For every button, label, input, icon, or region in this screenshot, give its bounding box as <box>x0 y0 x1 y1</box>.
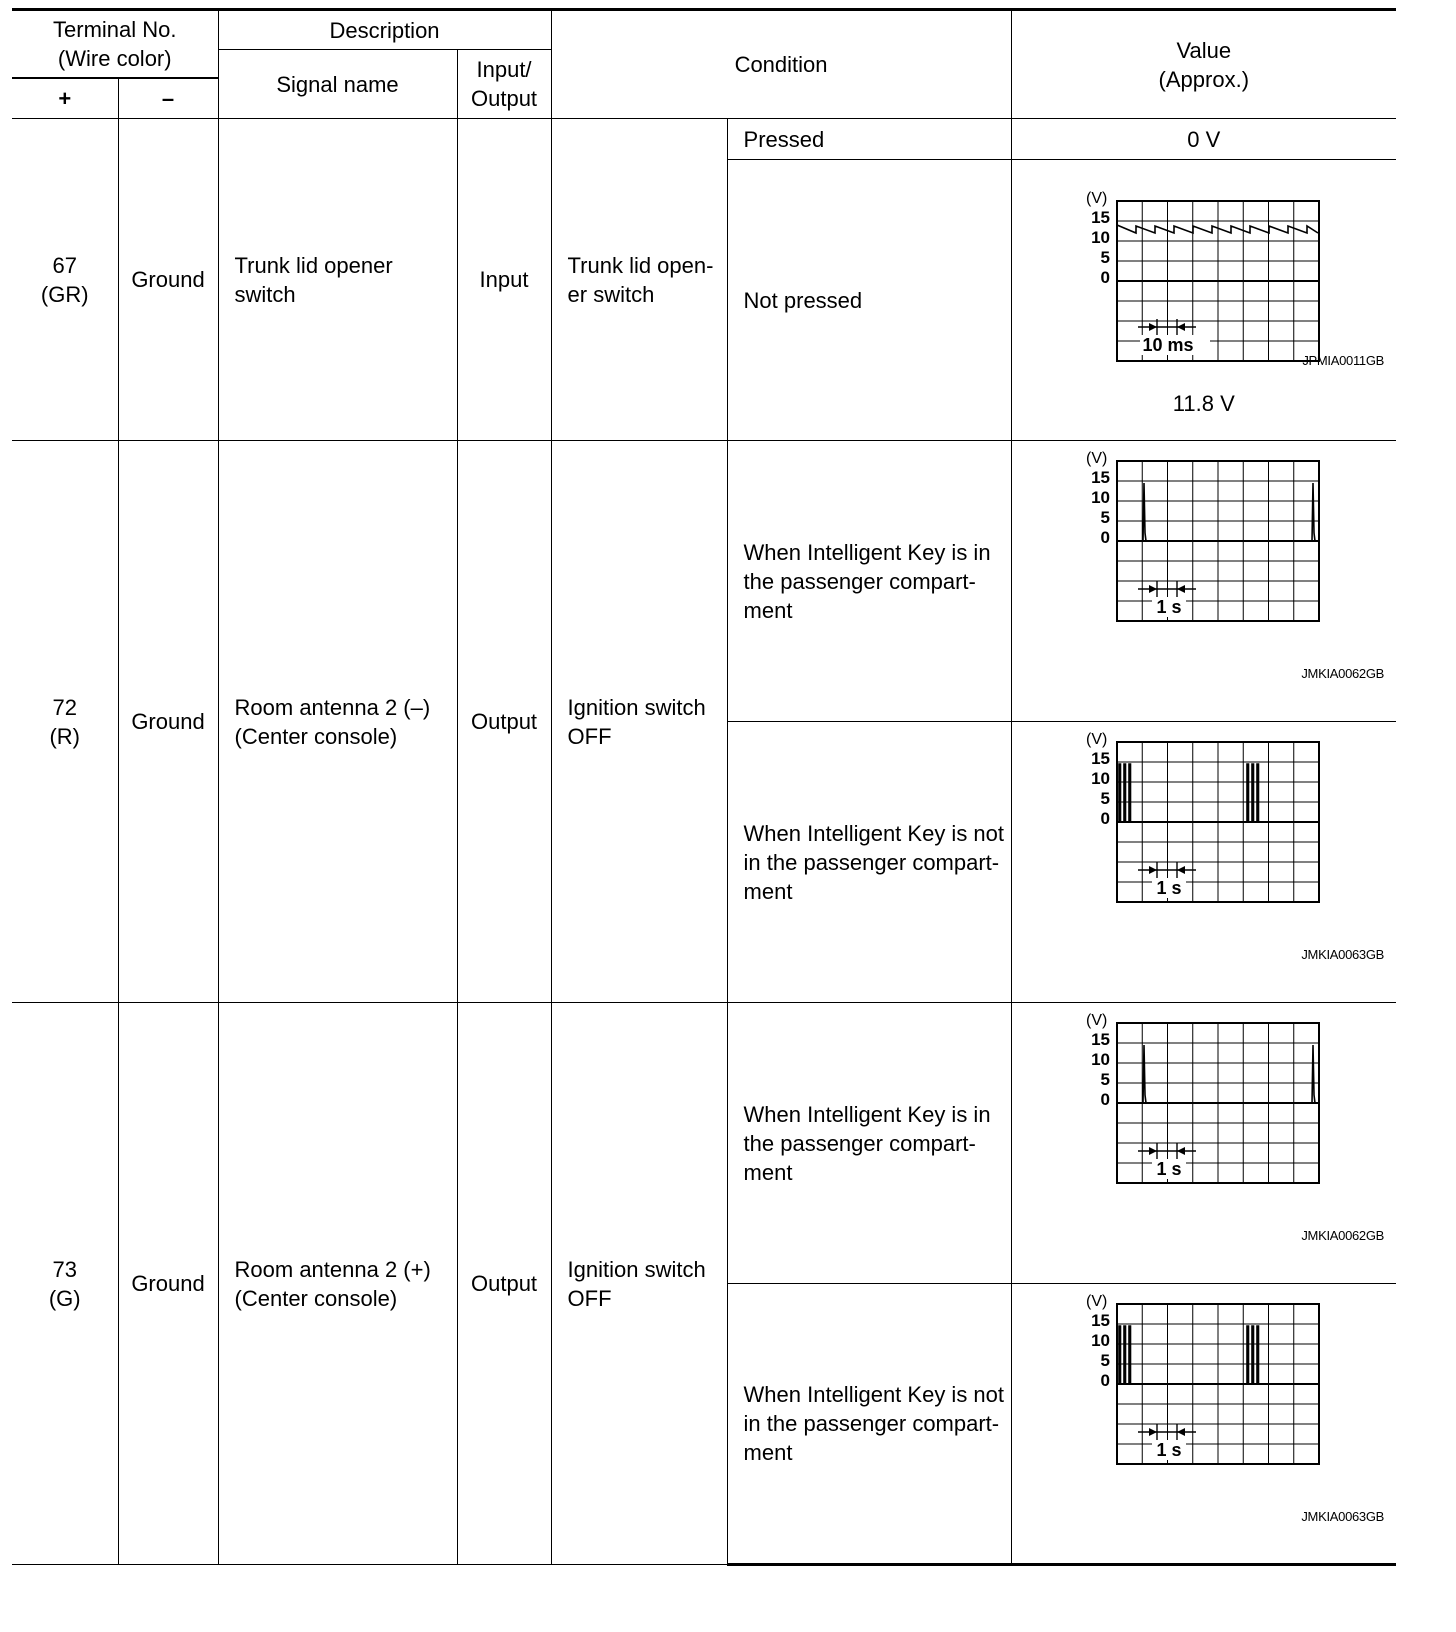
subcondition-line: ment <box>743 597 793 623</box>
single-pulse-waveform <box>1086 447 1322 629</box>
waveform-unit: (V) <box>1085 1293 1108 1310</box>
minus-cell: Ground <box>118 441 218 1003</box>
terminal-spec-table <box>12 8 1396 1566</box>
subcondition-line: When Intelligent Key is in <box>743 539 991 565</box>
figure-code: JMKIA0063GB <box>1301 947 1385 962</box>
subcondition-line: the passenger compart- <box>743 1130 976 1156</box>
pulse-trace <box>1127 483 1315 541</box>
terminal-cell <box>12 1003 118 1565</box>
burst-trace <box>1117 1326 1262 1384</box>
waveform-unit: (V) <box>1085 1012 1108 1029</box>
burst-trace <box>1117 764 1262 822</box>
input-label: Input/ <box>476 57 532 82</box>
waveform-grid <box>1117 1023 1319 1183</box>
table-row <box>12 119 1396 160</box>
ytick-label: 10 <box>1090 1050 1110 1069</box>
wire-color: (GR) <box>40 281 89 307</box>
condition-line: Ignition switch <box>567 694 706 720</box>
ytick-label: 0 <box>1100 1371 1110 1390</box>
signal-name-line: Room antenna 2 (+) <box>234 1256 431 1282</box>
ytick-label: 5 <box>1100 1351 1110 1370</box>
condition-line: OFF <box>567 1285 612 1311</box>
subcondition-line: ment <box>743 1440 793 1465</box>
plus-header: + <box>12 78 118 119</box>
terminal-cell <box>12 441 118 1003</box>
waveform-unit: (V) <box>1085 450 1108 467</box>
figure-code: JPMIA0011GB <box>1302 353 1385 368</box>
signal-name-line: (Center console) <box>234 1285 398 1311</box>
header-row-1 <box>12 10 1396 50</box>
waveform-graph <box>1086 1290 1322 1472</box>
ytick-label: 10 <box>1090 488 1110 507</box>
subcondition-cell <box>727 722 1011 1003</box>
ytick-label: 0 <box>1100 809 1110 828</box>
value-cell <box>1011 441 1396 722</box>
subcondition-line: the passenger compart- <box>743 568 976 594</box>
signal-name-cell <box>218 441 457 1003</box>
terminal-number: 72 <box>52 694 77 720</box>
waveform-grid <box>1117 742 1319 902</box>
value-cell <box>1011 722 1396 1003</box>
waveform-graph <box>1086 447 1322 629</box>
signal-name-line: Trunk lid opener <box>234 252 393 278</box>
condition-line: Trunk lid open- <box>567 252 714 278</box>
condition-header: Condition <box>551 10 1011 119</box>
subcondition-cell <box>727 1003 1011 1284</box>
value-header <box>1011 10 1396 119</box>
condition-line: Ignition switch <box>567 1256 706 1282</box>
table-row <box>12 1003 1396 1284</box>
subcondition-line: in the passenger compart- <box>743 849 1000 875</box>
waveform-grid <box>1117 461 1319 621</box>
scale-label: 1 s <box>1156 878 1182 898</box>
terminal-no-label: Terminal No. <box>53 16 177 42</box>
value-cell <box>1011 1284 1396 1565</box>
scale-label: 10 ms <box>1142 334 1194 355</box>
subcondition-cell: Not pressed <box>727 160 1011 441</box>
figure-code: JMKIA0063GB <box>1301 1509 1385 1524</box>
terminal-number: 67 <box>52 252 77 278</box>
signal-name-cell <box>218 1003 457 1565</box>
value-text: 11.8 V <box>1172 390 1235 416</box>
ytick-label: 10 <box>1090 769 1110 788</box>
single-pulse-waveform <box>1086 1009 1322 1191</box>
ytick-label: 5 <box>1100 508 1110 527</box>
burst-pulse-waveform <box>1086 1290 1322 1472</box>
ytick-label: 5 <box>1100 1070 1110 1089</box>
ytick-label: 15 <box>1090 749 1110 768</box>
subcondition-line: ment <box>743 878 793 904</box>
signal-name-line: (Center console) <box>234 723 398 749</box>
value-cell: 0 V <box>1011 119 1396 160</box>
figure-code: JMKIA0062GB <box>1301 666 1385 681</box>
subcondition-line: in the passenger compart- <box>743 1411 1000 1436</box>
description-header: Description <box>218 10 551 50</box>
wire-color: (R) <box>49 723 81 749</box>
wire-color: (G) <box>48 1285 81 1311</box>
input-output-header <box>457 50 551 119</box>
ytick-label: 15 <box>1090 468 1110 487</box>
terminal-cell <box>12 119 118 441</box>
subcondition-cell <box>727 441 1011 722</box>
waveform-grid <box>1117 1304 1319 1464</box>
subcondition-line: When Intelligent Key is not <box>743 1382 1005 1407</box>
ytick-label: 15 <box>1090 1030 1110 1049</box>
value-cell <box>1011 1003 1396 1284</box>
burst-pulse-waveform <box>1086 728 1322 910</box>
terminal-no-header <box>12 10 218 78</box>
scale-bar <box>1138 319 1210 355</box>
waveform-graph <box>1086 187 1322 369</box>
condition-line: er switch <box>567 281 655 307</box>
table-row <box>12 441 1396 722</box>
waveform-unit: (V) <box>1085 189 1108 207</box>
io-cell: Output <box>457 441 551 1003</box>
signal-name-header: Signal name <box>218 50 457 119</box>
ytick-label: 5 <box>1100 789 1110 808</box>
condition-cell <box>551 1003 727 1565</box>
io-cell: Input <box>457 119 551 441</box>
sawtooth-waveform <box>1086 187 1322 369</box>
ytick-label: 0 <box>1100 267 1110 287</box>
waveform-graph <box>1086 728 1322 910</box>
pulse-trace <box>1127 1045 1315 1103</box>
signal-name-line: Room antenna 2 (–) <box>234 694 431 720</box>
approx-label: (Approx.) <box>1158 66 1250 92</box>
condition-cell <box>551 119 727 441</box>
ytick-label: 5 <box>1100 247 1110 267</box>
ytick-label: 0 <box>1100 528 1110 547</box>
subcondition-line: ment <box>743 1159 793 1185</box>
ytick-label: 15 <box>1090 207 1110 227</box>
ytick-label: 0 <box>1100 1090 1110 1109</box>
minus-cell: Ground <box>118 1003 218 1565</box>
wire-color-label: (Wire color) <box>57 45 172 71</box>
terminal-number: 73 <box>52 1256 77 1282</box>
ytick-label: 10 <box>1090 227 1110 247</box>
waveform-graph <box>1086 1009 1322 1191</box>
ytick-label: 15 <box>1090 1311 1110 1330</box>
signal-name-cell <box>218 119 457 441</box>
minus-header: – <box>118 78 218 119</box>
subcondition-line: When Intelligent Key is in <box>743 1101 991 1127</box>
subcondition-line: When Intelligent Key is not <box>743 820 1005 846</box>
signal-name-line: switch <box>234 281 296 307</box>
scale-label: 1 s <box>1156 1159 1182 1179</box>
io-cell: Output <box>457 1003 551 1565</box>
scale-label: 1 s <box>1156 597 1182 617</box>
value-label: Value <box>1176 37 1232 63</box>
minus-cell: Ground <box>118 119 218 441</box>
subcondition-cell: Pressed <box>727 119 1011 160</box>
figure-code: JMKIA0062GB <box>1301 1228 1385 1243</box>
output-label: Output <box>471 86 538 111</box>
condition-cell <box>551 441 727 1003</box>
waveform-unit: (V) <box>1085 731 1108 748</box>
scale-label: 1 s <box>1156 1440 1182 1460</box>
condition-line: OFF <box>567 723 612 749</box>
ytick-label: 10 <box>1090 1331 1110 1350</box>
value-cell <box>1011 160 1396 441</box>
subcondition-cell <box>727 1284 1011 1565</box>
